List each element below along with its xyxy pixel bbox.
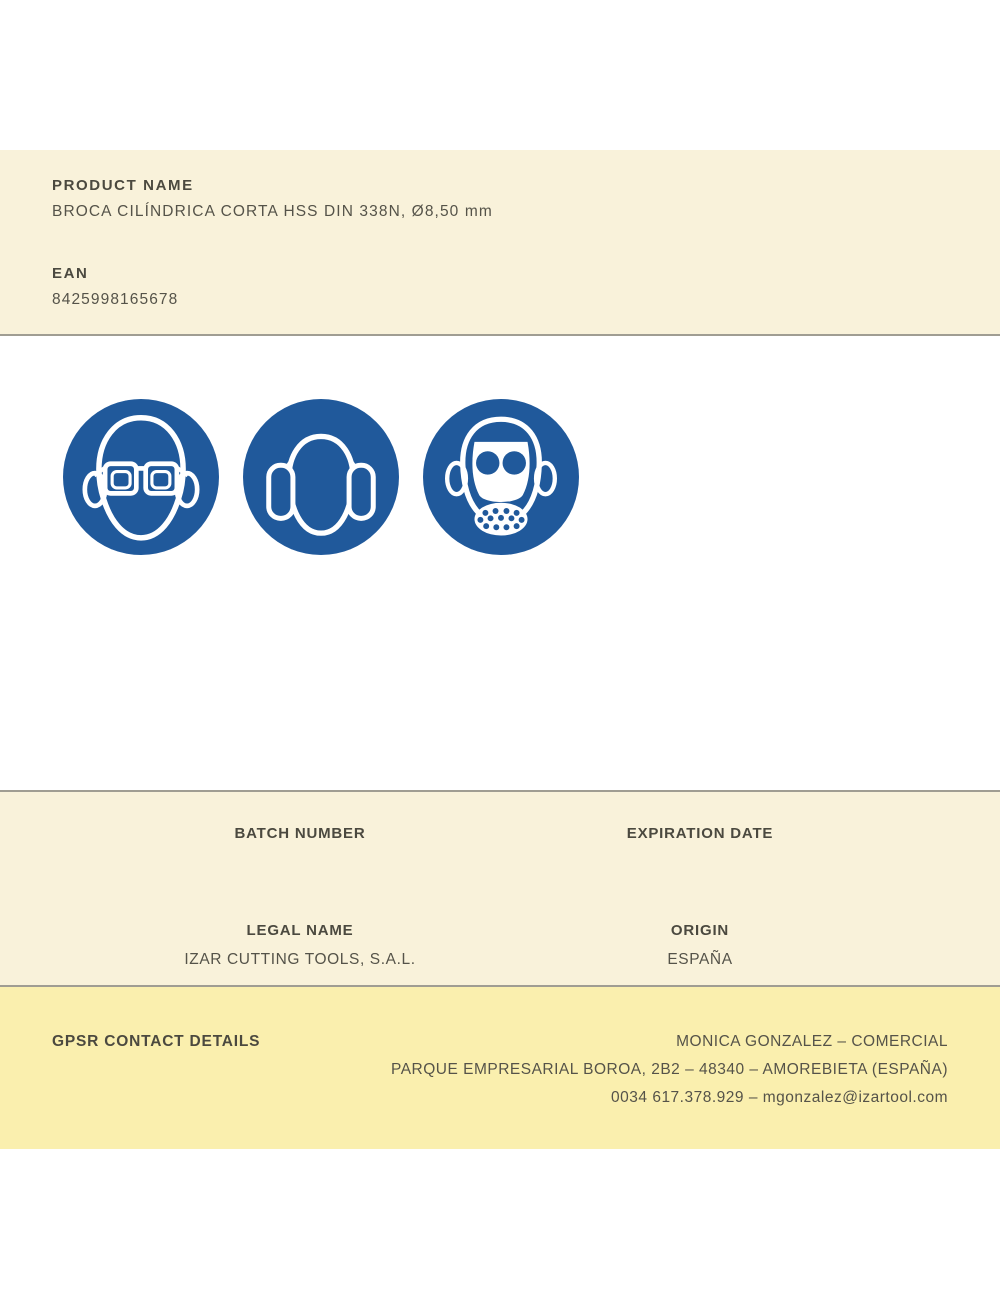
expiration-date-field (500, 823, 900, 852)
top-whitespace (0, 0, 1000, 150)
batch-number-field (100, 823, 500, 852)
origin-value: ESPAÑA (667, 951, 733, 968)
product-name-label: PRODUCT NAME (52, 177, 194, 194)
ean-value: 8425998165678 (52, 291, 179, 308)
legal-name-label: LEGAL NAME (246, 922, 354, 939)
origin-field (500, 920, 900, 971)
legal-name-value: IZAR CUTTING TOOLS, S.A.L. (184, 951, 416, 968)
ean-label: EAN (52, 265, 89, 282)
wear-respiratory-protection-icon (423, 399, 579, 555)
gpsr-contact-address: PARQUE EMPRESARIAL BOROA, 2B2 – 48340 – AMOREBIETA (ESPAÑA) (391, 1061, 948, 1078)
expiration-date-label: EXPIRATION DATE (626, 825, 774, 842)
legal-name-field (100, 920, 500, 971)
product-name-value: BROCA CILÍNDRICA CORTA HSS DIN 338N, Ø8,50 mm (52, 203, 493, 220)
details-panel (0, 790, 1000, 987)
gpsr-contact-phone-email: 0034 617.378.929 – mgonzalez@izartool.com (611, 1089, 948, 1106)
details-row-1 (100, 823, 900, 852)
gpsr-contact-person: MONICA GONZALEZ – COMERCIAL (676, 1033, 948, 1050)
safety-icons-zone (0, 336, 1000, 790)
origin-label: ORIGIN (670, 922, 730, 939)
details-row-2 (100, 920, 900, 971)
gpsr-contact-panel (0, 987, 1000, 1149)
gpsr-contact-label: GPSR CONTACT DETAILS (52, 1033, 261, 1050)
safety-icons-row (0, 336, 1000, 555)
product-info-panel (0, 150, 1000, 336)
wear-eye-protection-icon (63, 399, 219, 555)
batch-number-label: BATCH NUMBER (234, 825, 366, 842)
gpsr-contact-lines (391, 1028, 948, 1149)
wear-ear-protection-icon (243, 399, 399, 555)
